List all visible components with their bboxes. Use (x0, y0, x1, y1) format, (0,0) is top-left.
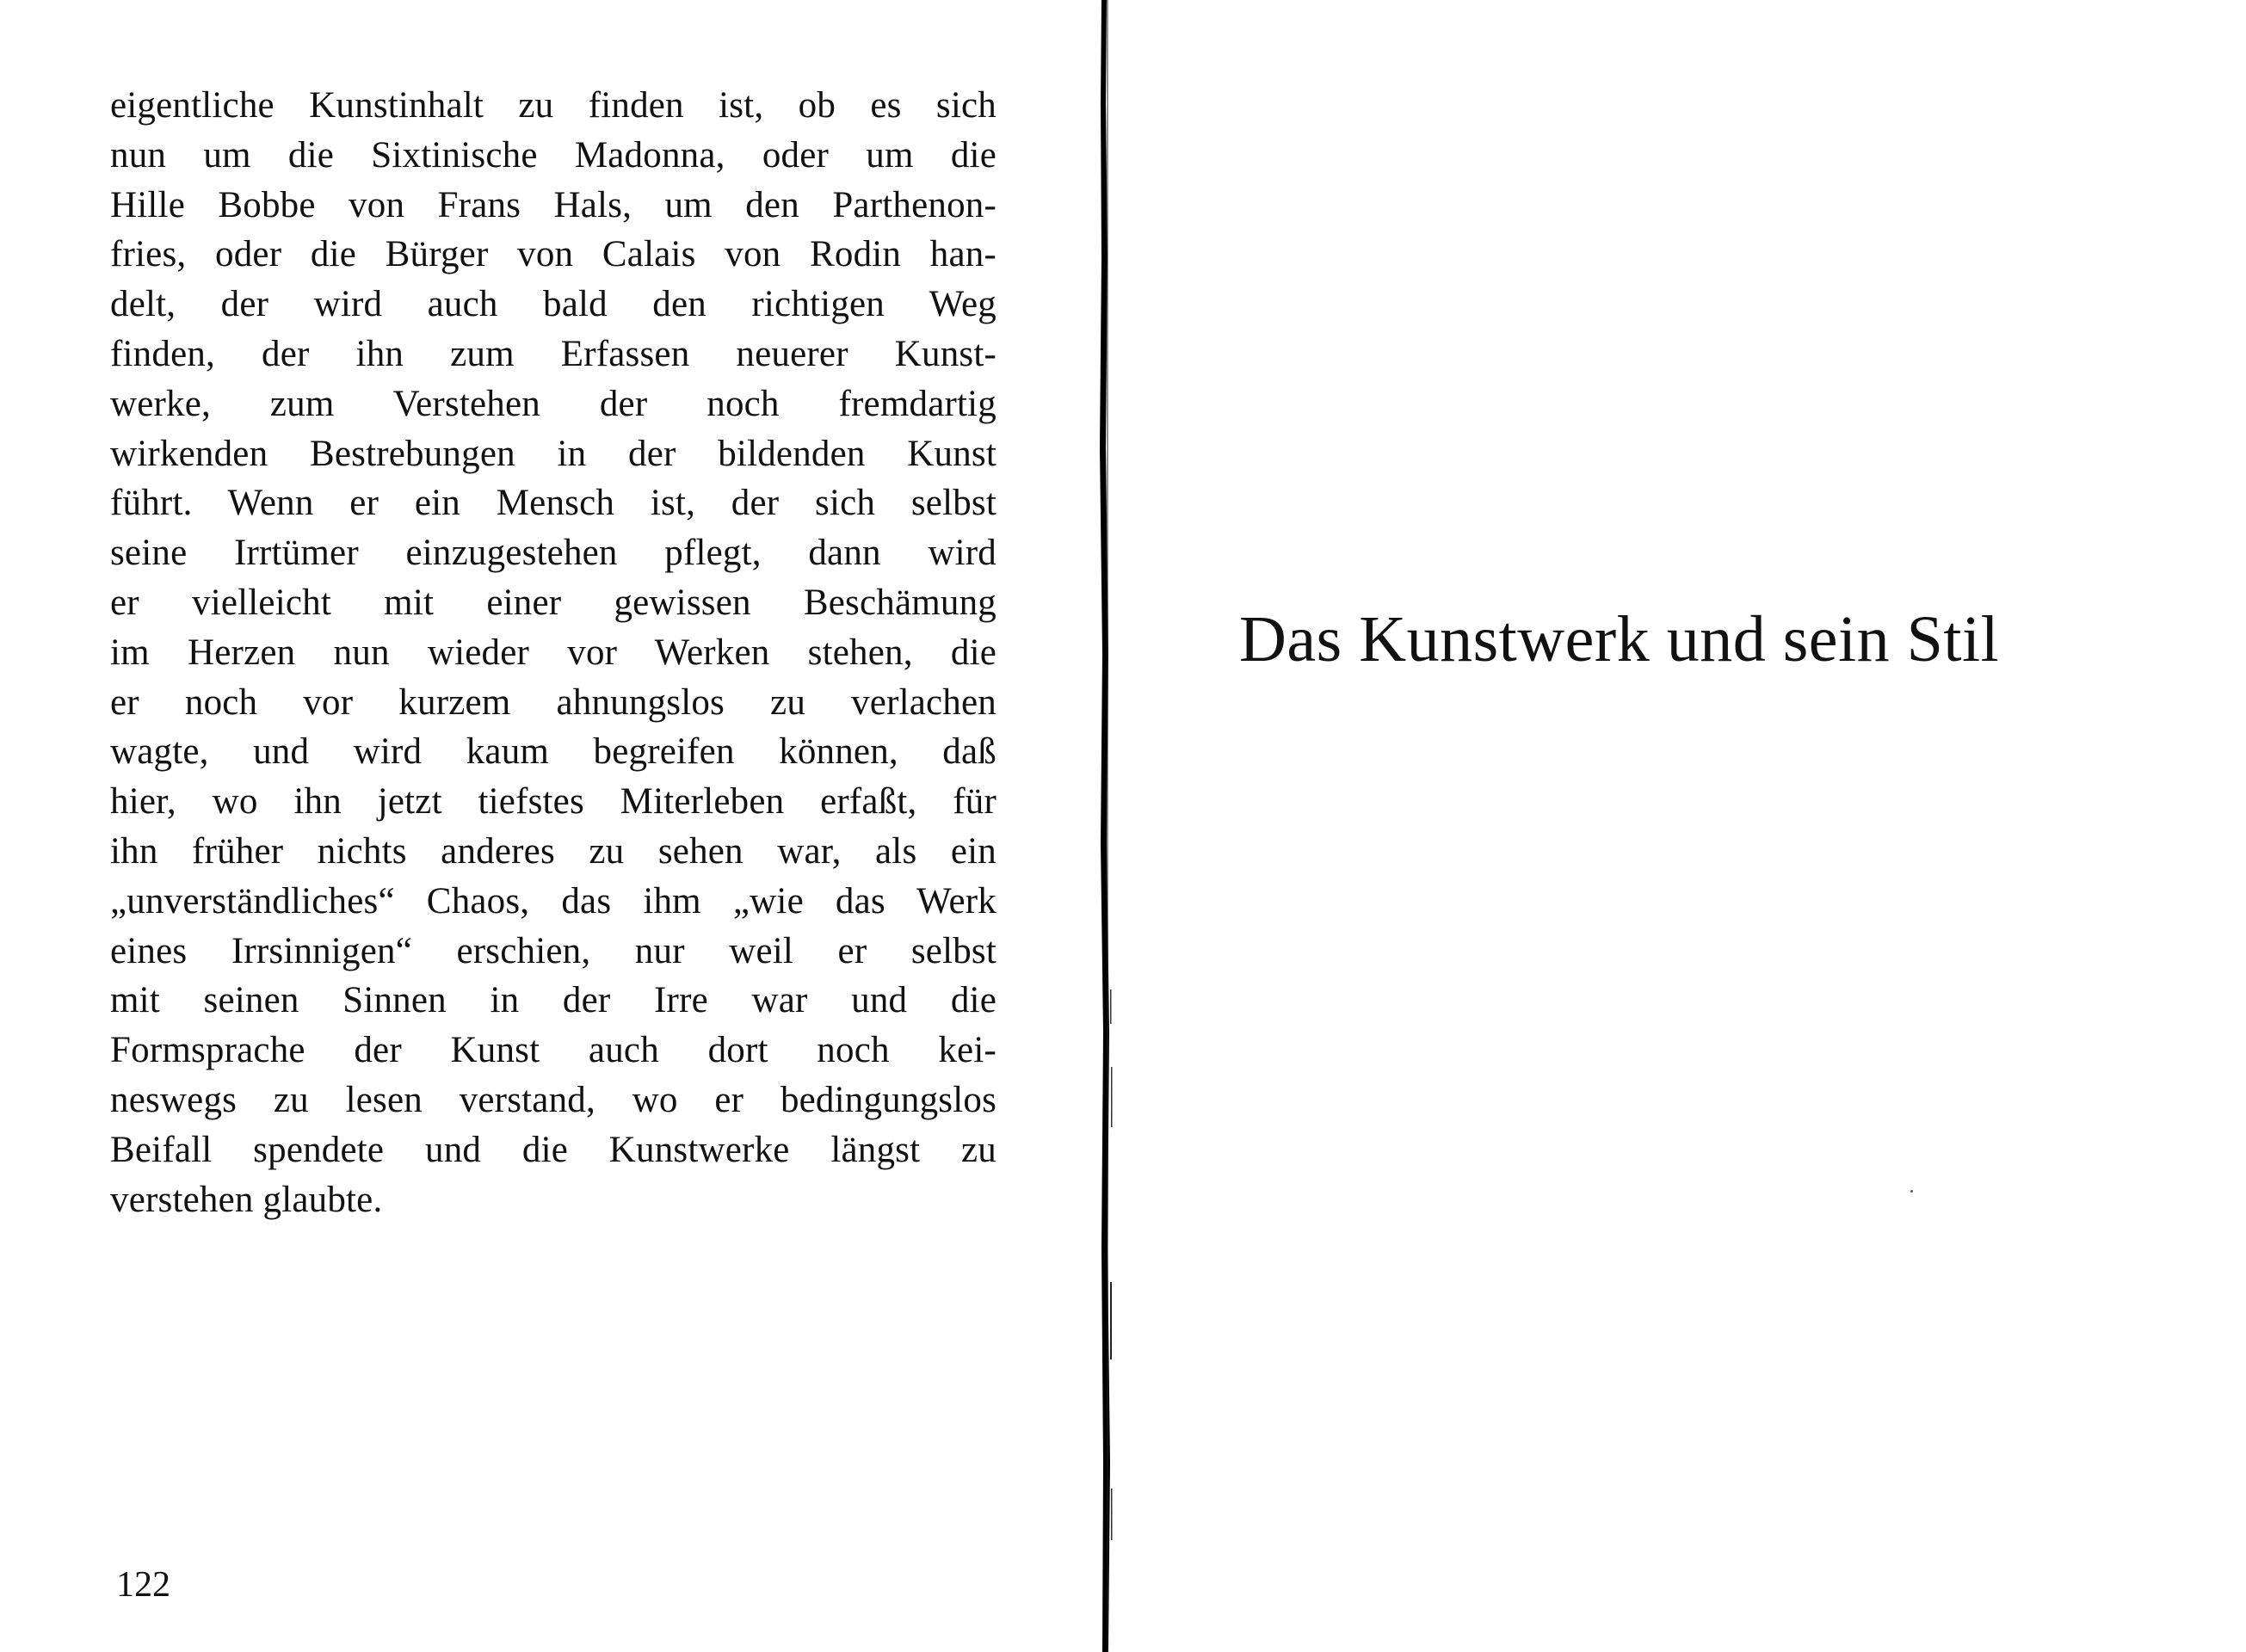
text-line: wagte, und wird kaum begreifen können, daß (110, 731, 997, 773)
text-line: finden, der ihn zum Erfassen neuerer Kunst- (110, 333, 997, 374)
text-line: fries, oder die Bürger von Calais von Rodin han- (110, 234, 997, 275)
scan-speck (1910, 1190, 1913, 1193)
text-line: seine Irrtümer einzugestehen pflegt, dann wird (110, 533, 997, 574)
text-line: Hille Bobbe von Frans Hals, um den Parthenon- (110, 184, 997, 225)
text-line: eigentliche Kunstinhalt zu finden ist, ob es sich (110, 85, 997, 126)
text-line: mit seinen Sinnen in der Irre war und die (110, 980, 997, 1021)
text-line: er vielleicht mit einer gewissen Beschämung (110, 582, 997, 623)
text-line: werke, zum Verstehen der noch fremdartig (110, 383, 997, 424)
text-line: Formsprache der Kunst auch dort noch kei- (110, 1030, 997, 1071)
text-line: im Herzen nun wieder vor Werken stehen, die (110, 632, 997, 673)
text-line: hier, wo ihn jetzt tiefstes Miterleben erfaßt, für (110, 781, 997, 823)
left-page (0, 0, 1093, 1652)
body-text (110, 81, 997, 1224)
text-line: eines Irrsinnigen“ erschien, nur weil er selbst (110, 930, 997, 971)
text-line: neswegs zu lesen verstand, wo er bedingungslos (110, 1079, 997, 1120)
text-line: verstehen glaubte. (110, 1179, 383, 1220)
page-number: 122 (116, 1565, 170, 1605)
text-line: er noch vor kurzem ahnungslos zu verlachen (110, 681, 997, 723)
text-line: „unverständliches“ Chaos, das ihm „wie das Werk (110, 880, 997, 922)
text-line: Beifall spendete und die Kunstwerke längst zu (110, 1129, 997, 1170)
gutter-shadow (1087, 0, 1121, 1652)
book-gutter (1087, 0, 1121, 1652)
text-line: nun um die Sixtinische Madonna, oder um die (110, 134, 997, 176)
text-line: führt. Wenn er ein Mensch ist, der sich selbst (110, 483, 997, 524)
chapter-title: Das Kunstwerk und sein Stil (1239, 603, 2000, 675)
text-line: ihn früher nichts anderes zu sehen war, als ein (110, 830, 997, 872)
text-line: wirkenden Bestrebungen in der bildenden Kunst (110, 433, 997, 474)
text-line: delt, der wird auch bald den richtigen Weg (110, 284, 997, 325)
right-page (1127, 0, 2246, 1652)
